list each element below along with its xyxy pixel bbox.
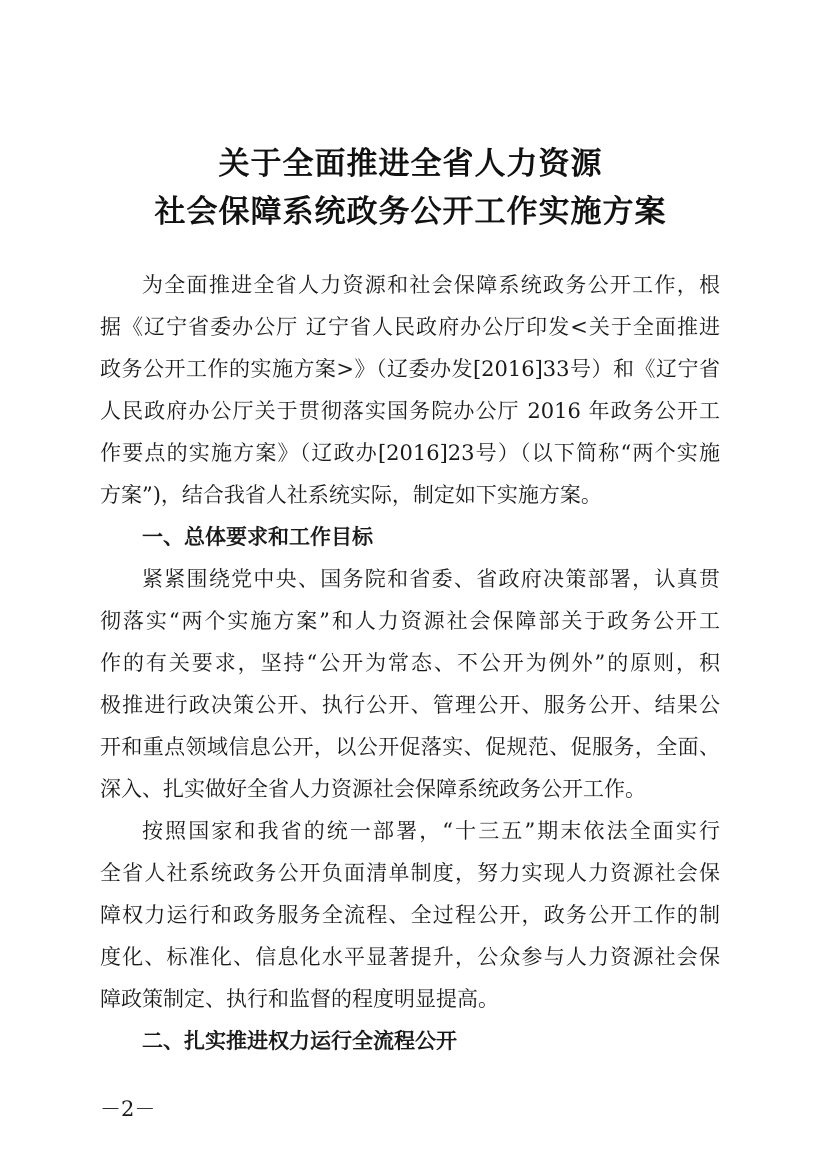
section-1-para-2-line-2: 全省人社系统政务公开负面清单制度，努力实现人力资源社会保 (100, 861, 720, 885)
intro-line-2: 据《辽宁省委办公厅 辽宁省人民政府办公厅印发<关于全面推进 (100, 315, 720, 339)
section-1-para-1-line-6: 深入、扎实做好全省人力资源社会保障系统政务公开工作。 (100, 777, 646, 801)
section-1-para-1-line-5: 开和重点领域信息公开，以公开促落实、促规范、促服务，全面、 (100, 735, 720, 759)
intro-line-4: 人民政府办公厅关于贯彻落实国务院办公厅 2016 年政务公开工 (100, 399, 720, 423)
section-1-para-1-line-1: 紧紧围绕党中央、国务院和省委、省政府决策部署，认真贯 (142, 567, 720, 591)
intro-line-5: 作要点的实施方案》（辽政办[2016]23号）（以下简称“两个实施 (100, 441, 720, 465)
section-1-para-1-line-3: 作的有关要求，坚持“公开为常态、不公开为例外”的原则，积 (100, 651, 720, 675)
document-title-line-2: 社会保障系统政务公开工作实施方案 (154, 194, 667, 230)
section-1-para-2-line-3: 障权力运行和政务服务全流程、全过程公开，政务公开工作的制 (100, 903, 720, 927)
section-1-heading: 一、总体要求和工作目标 (142, 525, 373, 549)
section-2-heading: 二、扎实推进权力运行全流程公开 (142, 1029, 457, 1053)
section-1-para-2-line-5: 障政策制定、执行和监督的程度明显提高。 (100, 987, 499, 1011)
section-1-para-2-line-4: 度化、标准化、信息化水平显著提升，公众参与人力资源社会保 (100, 945, 720, 969)
section-1-para-1-line-4: 极推进行政决策公开、执行公开、管理公开、服务公开、结果公 (100, 693, 720, 717)
intro-line-1: 为全面推进全省人力资源和社会保障系统政务公开工作，根 (142, 273, 720, 297)
intro-line-3: 政务公开工作的实施方案>》（辽委办发[2016]33号）和《辽宁省 (100, 357, 720, 381)
intro-line-6: 方案”)，结合我省人社系统实际，制定如下实施方案。 (100, 483, 602, 507)
section-1-para-2-line-1: 按照国家和我省的统一部署，“十三五”期末依法全面实行 (142, 819, 720, 843)
document-title-line-1: 关于全面推进全省人力资源 (218, 146, 603, 182)
page-number: －2－ (100, 1097, 156, 1121)
section-1-para-1-line-2: 彻落实“两个实施方案”和人力资源社会保障部关于政务公开工 (100, 609, 720, 633)
